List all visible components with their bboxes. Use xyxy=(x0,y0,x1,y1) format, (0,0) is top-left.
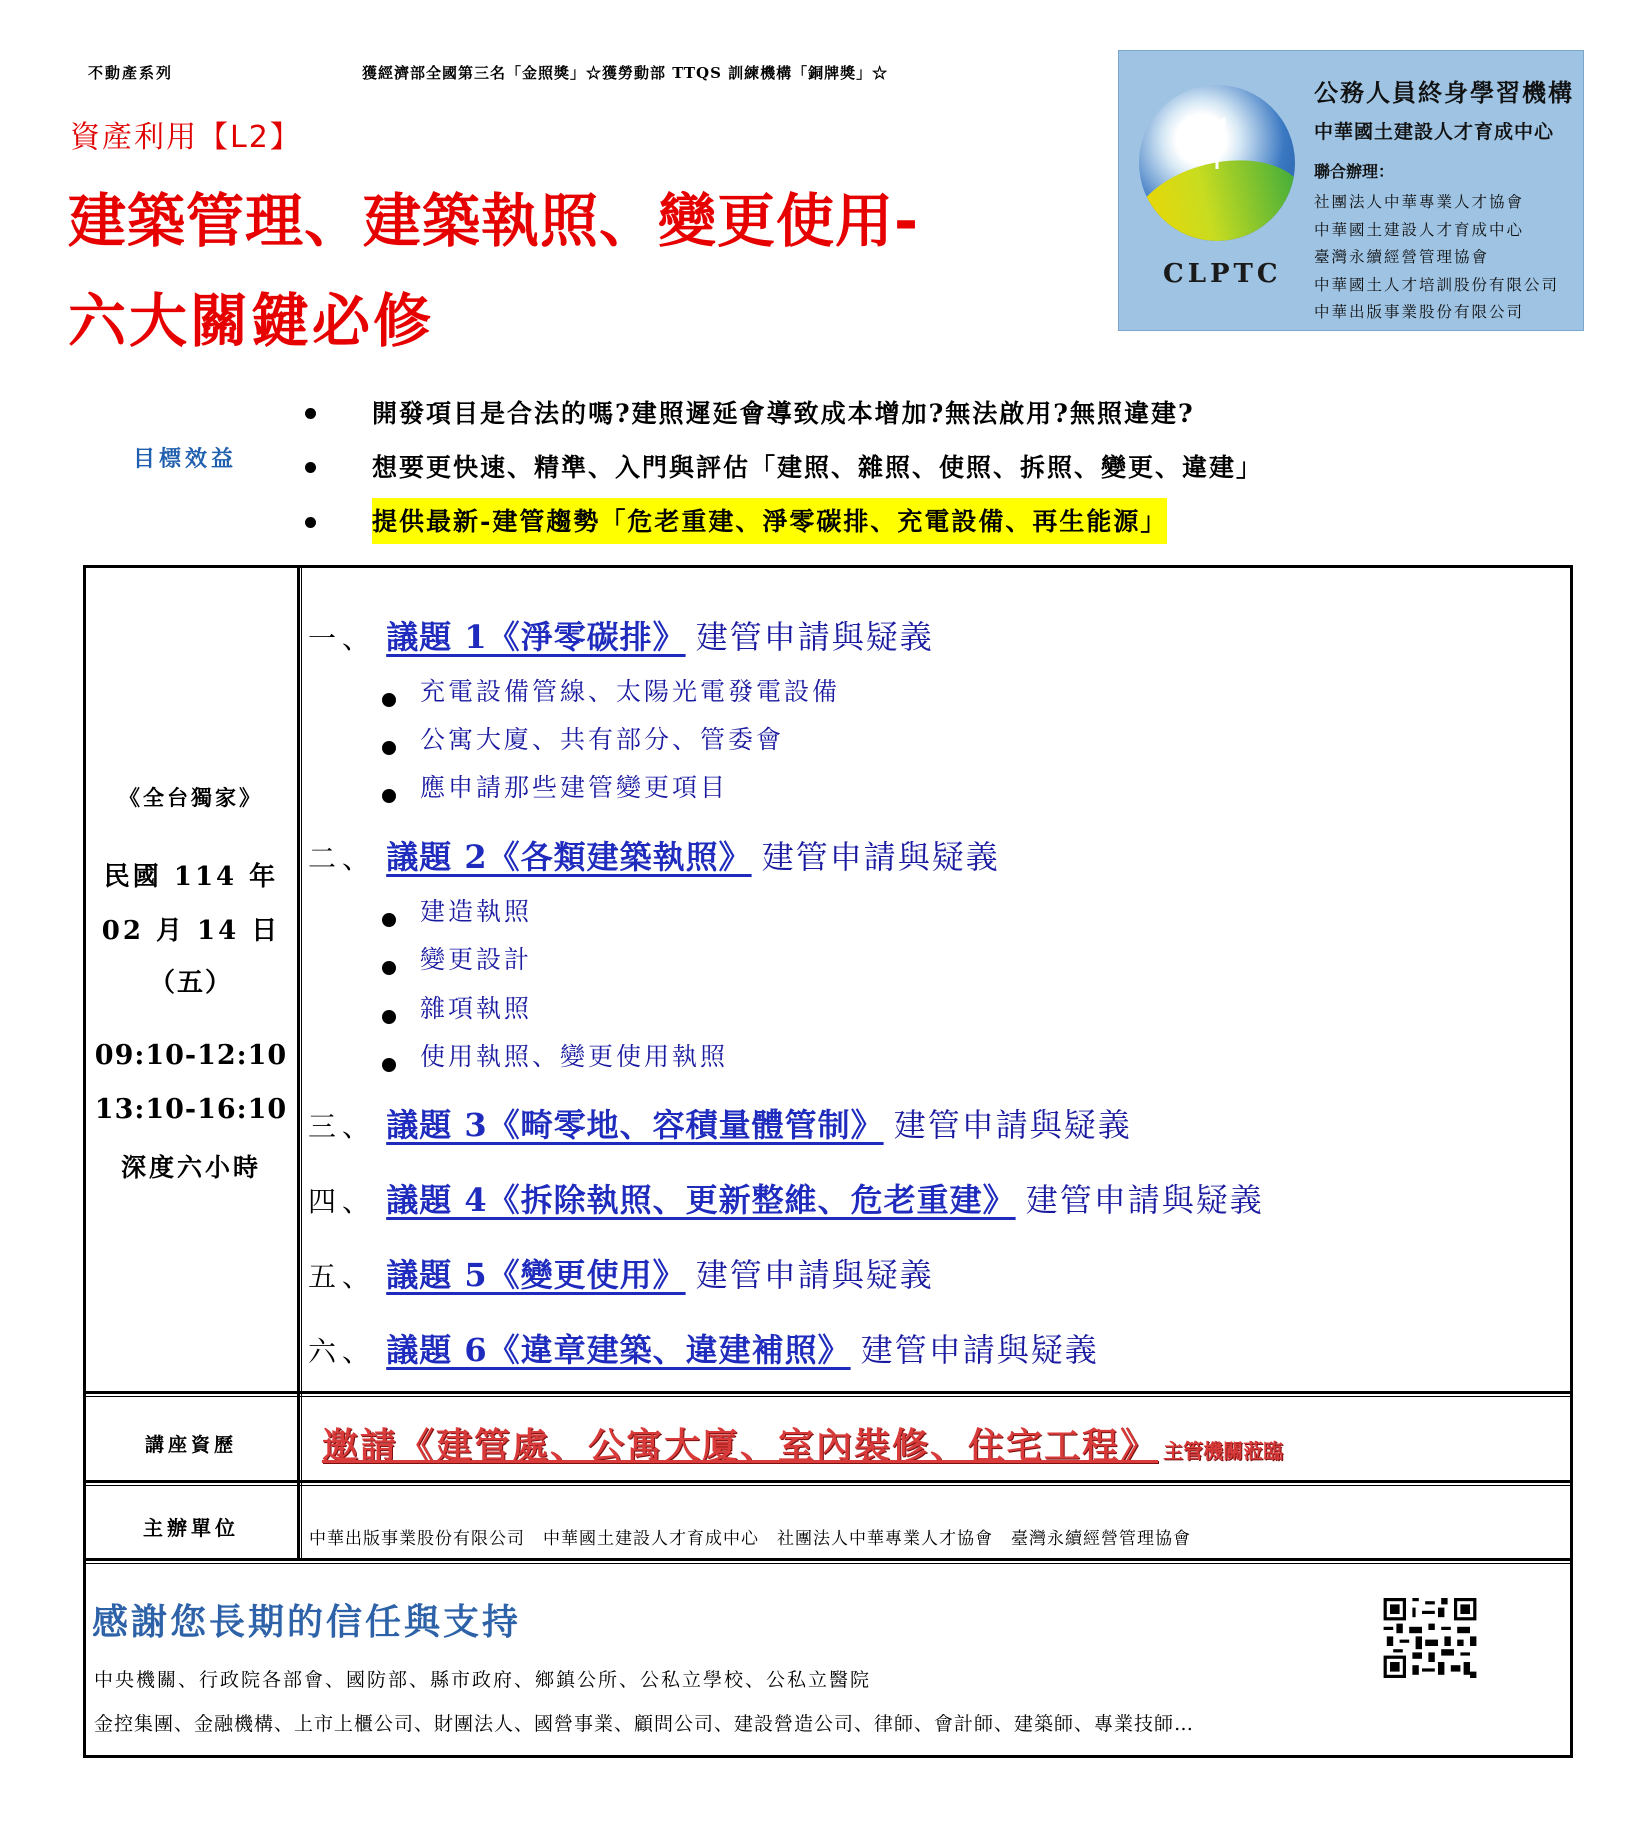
logo-co-orgs xyxy=(1314,189,1559,327)
duration-label: 深度六小時 xyxy=(120,1153,261,1182)
topic-suffix: 建管申請與疑義 xyxy=(761,838,1000,876)
table-divider xyxy=(83,1391,1573,1394)
topic-title: 議題 1《淨零碳排》 xyxy=(386,618,686,656)
topic-suffix: 建管申請與疑義 xyxy=(695,1256,934,1294)
benefit-item: 開發項目是合法的嗎?建照遲延會導致成本增加?無法啟用?無照違建? xyxy=(372,399,1195,428)
lecturer-info xyxy=(322,1418,1283,1469)
topic-title: 議題 4《拆除執照、更新整維、危老重建》 xyxy=(386,1181,1016,1219)
thanks-heading: 感謝您長期的信任與支持 xyxy=(92,1601,522,1643)
bullet-icon xyxy=(382,789,396,803)
table-divider xyxy=(301,565,302,1561)
topic-number: 二、 xyxy=(308,842,377,875)
bullet-icon xyxy=(382,961,396,975)
logo-acronym: CLPTC xyxy=(1163,259,1282,289)
bullet-icon xyxy=(305,408,316,419)
time-morning: 09:10-12:10 xyxy=(94,1040,288,1071)
logo-co-org: 中華國土建設人才育成中心 xyxy=(1314,220,1525,239)
award-line: 獲經濟部全國第三名「金照獎」☆獲勞動部 TTQS 訓練機構「銅牌獎」☆ xyxy=(362,64,889,82)
topic-4 xyxy=(308,1175,1264,1221)
topic-6 xyxy=(308,1325,1099,1371)
logo-co-label: 聯合辦理： xyxy=(1314,162,1395,181)
series-label: 不動產系列 xyxy=(88,64,174,82)
benefit-item-highlighted: 提供最新-建管趨勢「危老重建、淨零碳排、充電設備、再生能源」 xyxy=(372,498,1167,544)
date-weekday: （五） xyxy=(148,968,233,998)
topic-number: 六、 xyxy=(308,1335,377,1368)
topic-number: 一、 xyxy=(308,622,377,655)
topic-suffix: 建管申請與疑義 xyxy=(695,618,934,656)
topic-number: 三、 xyxy=(308,1110,377,1143)
page-title-line2: 六大關鍵必修 xyxy=(68,287,435,355)
topic-number: 四、 xyxy=(308,1185,377,1218)
topic-title: 議題 5《變更使用》 xyxy=(386,1256,686,1294)
clients-line1: 中央機關、行政院各部會、國防部、縣市政府、鄉鎮公所、公私立學校、公私立醫院 xyxy=(94,1669,872,1691)
page-title-line1: 建築管理、建築執照、變更使用- xyxy=(68,187,920,255)
topic-number: 五、 xyxy=(308,1260,377,1293)
bullet-icon xyxy=(382,693,396,707)
logo-co-org: 中華國土人才培訓股份有限公司 xyxy=(1314,275,1560,294)
qr-code-icon[interactable] xyxy=(1383,1598,1477,1678)
topic-1 xyxy=(308,612,934,658)
lecturer-label: 講座資歷 xyxy=(144,1434,237,1456)
topic-sub-item: 使用執照、變更使用執照 xyxy=(420,1042,729,1071)
logo-org-sub: 中華國土建設人才育成中心 xyxy=(1314,121,1555,143)
topic-5 xyxy=(308,1250,934,1296)
table-divider xyxy=(297,565,300,1561)
organization-logo-panel xyxy=(1118,50,1584,331)
course-category: 資產利用【L2】 xyxy=(70,120,302,155)
course-table xyxy=(83,565,1573,1758)
topic-title: 議題 3《畸零地、容積量體管制》 xyxy=(386,1106,884,1144)
topic-3 xyxy=(308,1100,1132,1146)
bullet-icon xyxy=(305,517,316,528)
table-divider xyxy=(83,1563,1573,1564)
topic-sub-item: 建造執照 xyxy=(420,897,533,926)
benefit-item: 想要更快速、精準、入門與評估「建照、雜照、使照、拆照、變更、違建」 xyxy=(372,453,1264,482)
topic-sub-item: 充電設備管線、太陽光電發電設備 xyxy=(420,677,841,706)
bullet-icon xyxy=(382,913,396,927)
topic-sub-item: 變更設計 xyxy=(420,945,533,974)
logo-co-org: 中華出版事業股份有限公司 xyxy=(1314,303,1525,321)
time-afternoon: 13:10-16:10 xyxy=(94,1094,288,1125)
topic-suffix: 建管申請與疑義 xyxy=(893,1106,1132,1144)
table-divider xyxy=(83,1480,1573,1483)
exclusive-label: 《全台獨家》 xyxy=(119,785,263,810)
host-label: 主辦單位 xyxy=(143,1516,239,1540)
date-month-day: 02 月 14 日 xyxy=(101,916,281,946)
topic-title: 議題 6《違章建築、違建補照》 xyxy=(386,1331,851,1369)
bullet-icon xyxy=(382,1058,396,1072)
table-divider xyxy=(83,1396,1573,1397)
topic-suffix: 建管申請與疑義 xyxy=(860,1331,1099,1369)
bullet-icon xyxy=(382,1010,396,1024)
topic-sub-item: 應申請那些建管變更項目 xyxy=(420,773,729,802)
topic-2 xyxy=(308,832,1000,878)
logo-co-org: 社團法人中華專業人才協會 xyxy=(1314,193,1525,211)
topic-sub-item: 公寓大廈、共有部分、管委會 xyxy=(420,725,785,754)
bullet-icon xyxy=(305,462,316,473)
benefits-label: 目標效益 xyxy=(133,446,238,472)
lecturer-main: 邀請《建管處、公寓大廈、室內裝修、住宅工程》 xyxy=(322,1425,1159,1467)
topic-title: 議題 2《各類建築執照》 xyxy=(386,838,752,876)
date-year: 民國 114 年 xyxy=(103,862,279,892)
host-organizations: 中華出版事業股份有限公司 中華國土建設人才育成中心 社團法人中華專業人才協會 臺灣永續經營管理協會 xyxy=(309,1529,1191,1549)
topic-suffix: 建管申請與疑義 xyxy=(1025,1181,1264,1219)
logo-org-name: 公務人員終身學習機構 xyxy=(1314,78,1574,107)
bullet-icon xyxy=(382,741,396,755)
topic-sub-item: 雜項執照 xyxy=(420,994,533,1023)
clients-line2: 金控集團、金融機構、上市上櫃公司、財團法人、國營事業、顧問公司、建設營造公司、律師、會計師、建築師、專業技師… xyxy=(94,1713,1195,1735)
table-divider xyxy=(83,1485,1573,1486)
table-divider xyxy=(83,1558,1573,1561)
logo-co-org: 臺灣永續經營管理協會 xyxy=(1314,248,1490,266)
lecturer-sub: 主管機關蒞臨 xyxy=(1163,1439,1284,1463)
clptc-logo-icon xyxy=(1139,85,1295,241)
